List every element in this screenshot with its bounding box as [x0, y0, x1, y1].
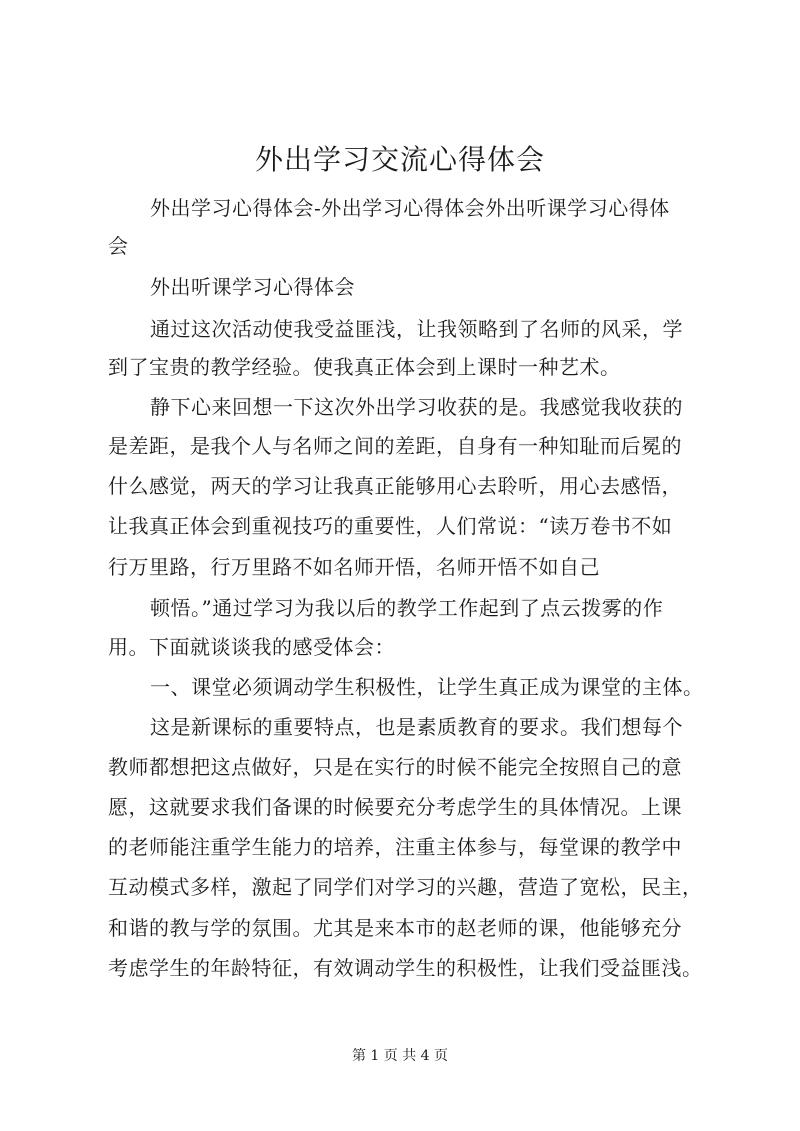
- text-line: 愿，这就要求我们备课的时候要充分考虑学生的具体情况。上课: [108, 795, 682, 819]
- text-line: 行万里路，行万里路不如名师开悟，名师开悟不如自己: [108, 555, 600, 579]
- text-line: 用。下面就谈谈我的感受体会：: [108, 635, 395, 659]
- document-title: 外出学习交流心得体会: [254, 143, 545, 176]
- text-line: 会: [108, 234, 129, 258]
- text-line: 到了宝贵的教学经验。使我真正体会到上课时一种艺术。: [108, 355, 621, 379]
- text-line: 考虑学生的年龄特征，有效调动学生的积极性，让我们受益匪浅。: [108, 956, 703, 980]
- text-line: 外出听课学习心得体会: [150, 275, 355, 299]
- text-line: 这是新课标的重要特点，也是素质教育的要求。我们想每个: [150, 715, 683, 739]
- text-line: 什么感觉，两天的学习让我真正能够用心去聆听，用心去感悟，: [108, 474, 682, 498]
- text-line: 和谐的教与学的氛围。尤其是来本市的赵老师的课，他能够充分: [108, 916, 682, 940]
- text-line: 是差距，是我个人与名师之间的差距，自身有一种知耻而后冕的: [108, 434, 682, 458]
- text-line: 互动模式多样，激起了同学们对学习的兴趣，营造了宽松，民主，: [108, 875, 703, 899]
- text-line: 教师都想把这点做好，只是在实行的时候不能完全按照自己的意: [108, 755, 682, 779]
- text-line: 一、课堂必须调动学生积极性，让学生真正成为课堂的主体。: [150, 675, 704, 699]
- text-line: 通过这次活动使我受益匪浅，让我领略到了名师的风采，学: [150, 317, 683, 341]
- text-line: 让我真正体会到重视技巧的重要性，人们常说：“读万卷书不如: [108, 514, 673, 538]
- text-line: 静下心来回想一下这次外出学习收获的是。我感觉我收获的: [150, 395, 683, 419]
- text-line: 外出学习心得体会-外出学习心得体会外出听课学习心得体: [150, 196, 670, 220]
- text-line: 的老师能注重学生能力的培养，注重主体参与，每堂课的教学中: [108, 835, 682, 859]
- page-number-footer: 第 1 页 共 4 页: [351, 1048, 449, 1064]
- text-line: 顿悟。”通过学习为我以后的教学工作起到了点云拨雾的作: [150, 596, 664, 620]
